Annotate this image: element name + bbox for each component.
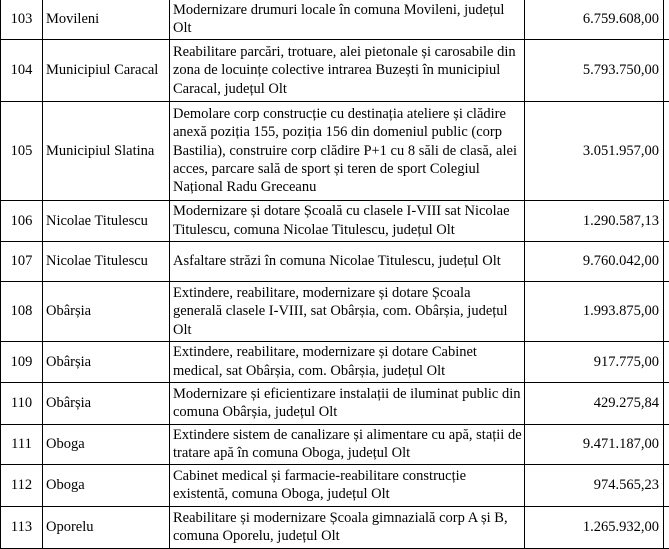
locality-cell: Oboga [43, 424, 170, 464]
locality-cell: Obârșia [43, 382, 170, 424]
value-cell: 9.471.187,00 [525, 424, 664, 464]
value-cell: 9.760.042,00 [525, 241, 664, 281]
table-row [1, 39, 669, 101]
objective-cell: Reabilitare și modernizare Școala gimnazială corp A și B, comuna Oporelu, județul Olt [170, 506, 525, 548]
locality-cell: Nicolae Titulescu [43, 200, 170, 241]
locality-cell: Municipiul Caracal [43, 39, 170, 101]
objective-cell: Extindere, reabilitare, modernizare și dotare Cabinet medical, sat Obârșia, com. Obârșia, județul Olt [170, 341, 525, 382]
row-number: 108 [1, 281, 43, 341]
value-cell: 1.265.932,00 [525, 506, 664, 548]
objective-cell: Extindere sistem de canalizare și alimentare cu apă, stații de tratare apă în comuna Oboga, județul Olt [170, 424, 525, 464]
table-row [1, 200, 669, 241]
objective-cell: Extindere, reabilitare, modernizare și dotare Școala generală clasele I-VIII, sat Obârșia, com. Obârșia, județul Olt [170, 281, 525, 341]
table-row [1, 241, 669, 281]
row-number: 106 [1, 200, 43, 241]
table-row [1, 281, 669, 341]
table-row [1, 464, 669, 506]
value-cell: 974.565,23 [525, 464, 664, 506]
value-cell: 917.775,00 [525, 341, 664, 382]
row-number: 112 [1, 464, 43, 506]
row-number: 104 [1, 39, 43, 101]
objective-cell: Demolare corp construcție cu destinația ateliere și clădire anexă poziția 155, poziția 156 din domeniul public (corp Bastilia), construire corp clădire P+1 cu 8 săli de clasă, alei acces, parcare sală de sport și teren de sport Colegiul Național Radu Greceanu [170, 101, 525, 200]
table-row [1, 506, 669, 548]
row-number: 105 [1, 101, 43, 200]
value-cell: 429.275,84 [525, 382, 664, 424]
row-number: 110 [1, 382, 43, 424]
locality-cell: Movileni [43, 0, 170, 39]
locality-cell: Nicolae Titulescu [43, 241, 170, 281]
table-row [1, 101, 669, 200]
row-number: 111 [1, 424, 43, 464]
row-number: 103 [1, 0, 43, 39]
row-number: 109 [1, 341, 43, 382]
table-row [1, 424, 669, 464]
objective-cell: Modernizare și dotare Școală cu clasele I-VIII sat Nicolae Titulescu, comuna Nicolae Titulescu, județul Olt [170, 200, 525, 241]
locality-cell: Obârșia [43, 341, 170, 382]
objective-cell: Asfaltare străzi în comuna Nicolae Titulescu, județul Olt [170, 241, 525, 281]
locality-cell: Municipiul Slatina [43, 101, 170, 200]
value-cell: 1.993.875,00 [525, 281, 664, 341]
value-cell: 3.051.957,00 [525, 101, 664, 200]
value-cell: 6.759.608,00 [525, 0, 664, 39]
table-row [1, 382, 669, 424]
objective-cell: Reabilitare parcări, trotuare, alei pietonale și carosabile din zona de locuințe colective intrarea Buzești în municipiul Caracal, județul Olt [170, 39, 525, 101]
locality-cell: Obârșia [43, 281, 170, 341]
row-number: 107 [1, 241, 43, 281]
locality-cell: Oporelu [43, 506, 170, 548]
value-cell: 5.793.750,00 [525, 39, 664, 101]
table-row [1, 0, 669, 39]
objective-cell: Modernizare și eficientizare instalații de iluminat public din comuna Obârșia, județul Olt [170, 382, 525, 424]
table-row [1, 341, 669, 382]
value-cell: 1.290.587,13 [525, 200, 664, 241]
locality-cell: Oboga [43, 464, 170, 506]
objective-cell: Cabinet medical și farmacie-reabilitare construcție existentă, comuna Oboga, județul Olt [170, 464, 525, 506]
objective-cell: Modernizare drumuri locale în comuna Movileni, județul Olt [170, 0, 525, 39]
row-number: 113 [1, 506, 43, 548]
